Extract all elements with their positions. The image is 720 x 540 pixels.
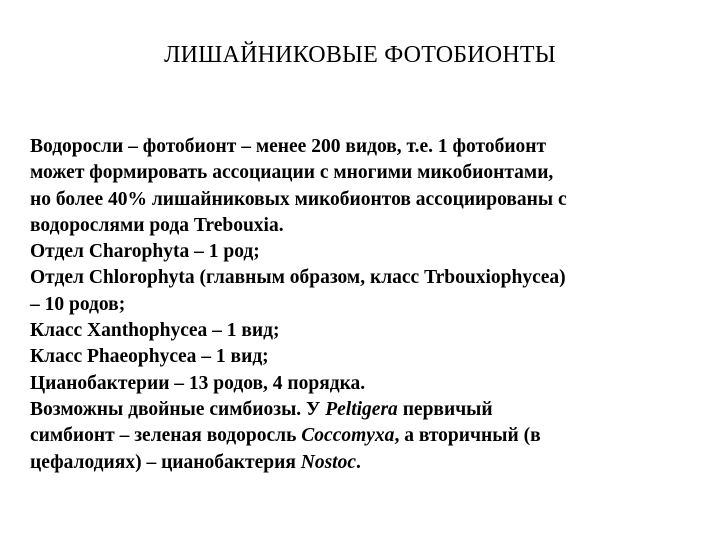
body-line-4: водорослями рода Trebouxia. [30, 214, 284, 236]
slide-body [30, 134, 702, 476]
genus-nostoc: Nostoc [300, 451, 356, 473]
body-line-5: Отдел Charophyta – 1 род; [30, 241, 260, 263]
body-line-3: но более 40% лишайниковых микобионтов ассоциированы с [30, 188, 567, 210]
body-line-12 [30, 423, 702, 449]
line-11-text-a: Возможны двойные симбиозы. У [30, 398, 326, 420]
body-line-13 [30, 450, 702, 476]
line-13-text-c: . [356, 451, 361, 473]
body-line-9: Класс Phaeophycea – 1 вид; [30, 346, 269, 368]
body-line-10: Цианобактерии – 13 родов, 4 порядка. [30, 372, 366, 394]
body-line-11 [30, 397, 702, 423]
line-11-text-c: первичый [397, 398, 493, 420]
line-12-text-c: , а вторичный (в [394, 425, 541, 447]
body-line-6: Отдел Chlorophyta (главным образом, класс Trbouxiophycea) [30, 267, 566, 289]
body-line-1: Водоросли – фотобионт – менее 200 видов, т.е. 1 фотобионт [30, 136, 547, 157]
genus-peltigera: Peltigera [325, 398, 398, 420]
body-line-8: Класс Xanthophycea – 1 вид; [30, 320, 280, 342]
body-line-2: может формировать ассоциации с многими микобионтами, [30, 162, 554, 184]
slide-title: ЛИШАЙНИКОВЫЕ ФОТОБИОНТЫ [164, 42, 556, 68]
body-line-7: – 10 родов; [30, 293, 126, 315]
line-12-text-a: симбионт – зеленая водоросль [30, 425, 302, 447]
genus-coccomyxa: Coccomyxa [301, 425, 395, 447]
line-13-text-a: цефалодиях) – цианобактерия [30, 451, 301, 473]
